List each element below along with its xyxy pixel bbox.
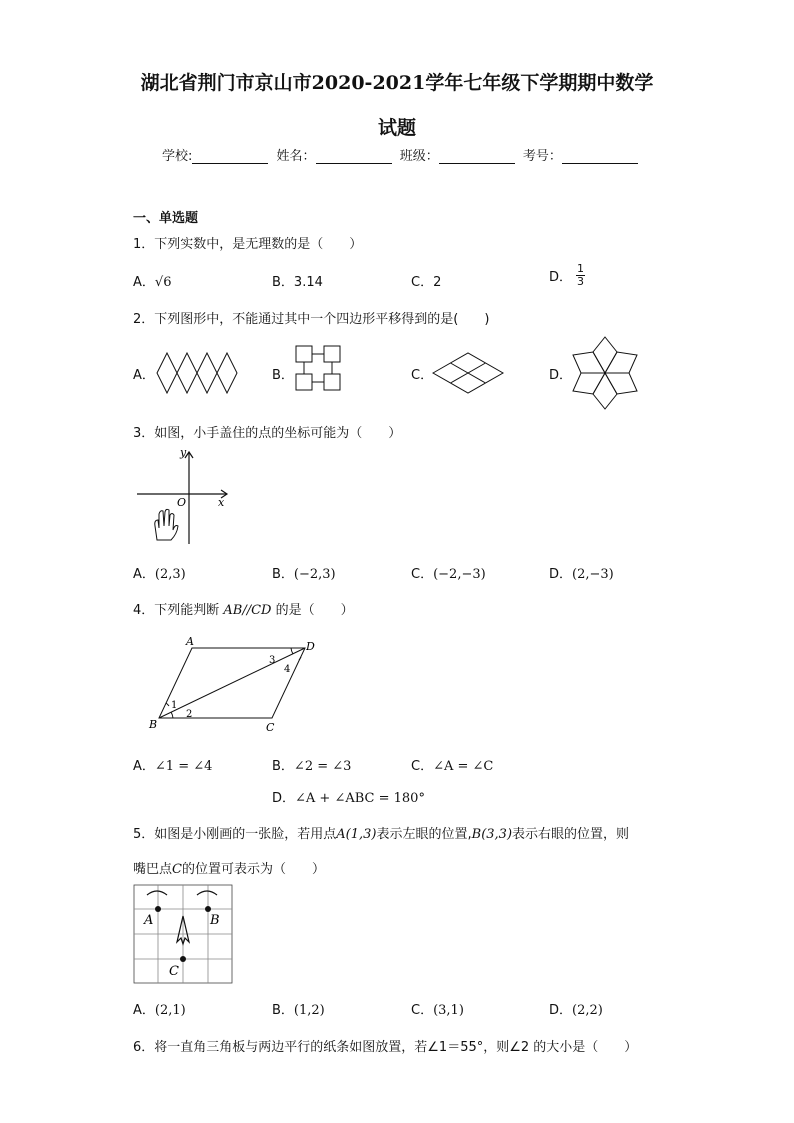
question-5-stem-line1: 5．如图是小刚画的一张脸，若用点A(1,3)表示左眼的位置,B(3,3)表示右眼的位置，则: [133, 827, 630, 842]
student-info-fields: [162, 145, 642, 164]
q4-parallelogram-figure: [145, 636, 325, 736]
point-c: [180, 956, 186, 962]
point-c-label: C: [169, 964, 179, 979]
x-axis-label: x: [218, 496, 225, 509]
fraction: $\frac{1}{3}$: [577, 262, 585, 288]
question-1-stem: 1．下列实数中，是无理数的是（ ）: [133, 237, 363, 252]
q2-figure-a-rhombus-chain: [155, 350, 245, 396]
q1-option-d[interactable]: D． $\frac{1}{3}$: [549, 262, 585, 288]
q2-figure-d-star-of-rhombi: [570, 334, 640, 412]
question-2-stem: 2．下列图形中，不能通过其中一个四边形平移得到的是( ): [133, 312, 490, 327]
q2-figure-c-rhombus-lattice: [430, 350, 506, 396]
question-3-stem: 3．如图，小手盖住的点的坐标可能为（ ）: [133, 426, 402, 441]
q2-option-b-label[interactable]: B．: [272, 368, 294, 383]
point-b-label: B: [149, 718, 158, 731]
q4-option-a[interactable]: A．∠1 = ∠4: [133, 759, 213, 774]
q3-option-b[interactable]: B．(−2,3): [272, 567, 336, 582]
q3-option-d[interactable]: D．(2,−3): [549, 567, 614, 582]
exam-number-label: 考号：: [522, 149, 562, 164]
y-axis-label: y: [180, 446, 187, 459]
point-a-label: A: [186, 636, 194, 648]
class-label: 班级：: [399, 149, 439, 164]
left-eyebrow: [147, 891, 167, 895]
q3-option-c[interactable]: C．(−2,−3): [411, 567, 486, 582]
school-blank[interactable]: [192, 149, 268, 164]
name-label: 姓名：: [276, 149, 316, 164]
q3-coordinate-figure: [135, 444, 235, 548]
angle-1-label: 1: [171, 700, 178, 711]
exam-number-blank[interactable]: [562, 149, 638, 164]
angle-2-label: 2: [186, 709, 193, 720]
q2-option-c-label[interactable]: C．: [411, 368, 434, 383]
q2-option-d-label[interactable]: D．: [549, 368, 573, 383]
q5-option-d[interactable]: D．(2,2): [549, 1003, 603, 1018]
school-label: 学校:: [162, 149, 193, 164]
q2-figure-b-square-grid: [294, 344, 350, 400]
point-b-label: B: [210, 913, 220, 928]
point-a: [155, 906, 161, 912]
q5-option-c[interactable]: C．(3,1): [411, 1003, 464, 1018]
angle-4-label: 4: [284, 664, 291, 675]
class-blank[interactable]: [439, 149, 515, 164]
paper-title-line2: 试题: [377, 117, 416, 139]
right-eyebrow: [197, 891, 217, 895]
point-d-label: D: [306, 640, 315, 653]
q5-option-b[interactable]: B．(1,2): [272, 1003, 325, 1018]
q1-option-b[interactable]: B．3.14: [272, 275, 323, 290]
q3-option-a[interactable]: A．(2,3): [133, 567, 186, 582]
q2-option-a-label[interactable]: A．: [133, 368, 155, 383]
question-4-stem: 4．下列能判断 AB//CD 的是（ ）: [133, 603, 354, 618]
q5-face-grid-figure: [133, 884, 233, 984]
q1-option-c[interactable]: C．2: [411, 275, 442, 290]
angle-3-label: 3: [269, 655, 276, 666]
q5-option-a[interactable]: A．(2,1): [133, 1003, 186, 1018]
q1-option-a[interactable]: A．√6: [133, 275, 172, 290]
q4-option-d[interactable]: D．∠A + ∠ABC = 180°: [272, 791, 425, 806]
name-blank[interactable]: [316, 149, 392, 164]
point-a-label: A: [144, 913, 154, 928]
diagonal-bd: [159, 648, 305, 718]
section-title: 一、单选题: [133, 211, 199, 226]
hand-icon: [155, 509, 178, 540]
origin-label: O: [177, 496, 187, 509]
grid: [134, 885, 232, 983]
q4-option-c[interactable]: C．∠A = ∠C: [411, 759, 494, 774]
paper-title: 湖北省荆门市京山市2020-2021学年七年级下学期期中数学: [140, 72, 654, 94]
point-c-label: C: [266, 721, 275, 734]
question-5-stem-line2: 嘴巴点C的位置可表示为（ ）: [133, 862, 325, 877]
q4-option-b[interactable]: B．∠2 = ∠3: [272, 759, 352, 774]
question-6-stem: 6．将一直角三角板与两边平行的纸条如图放置，若∠1＝55°，则∠2 的大小是（ ）: [133, 1040, 638, 1055]
point-b: [205, 906, 211, 912]
